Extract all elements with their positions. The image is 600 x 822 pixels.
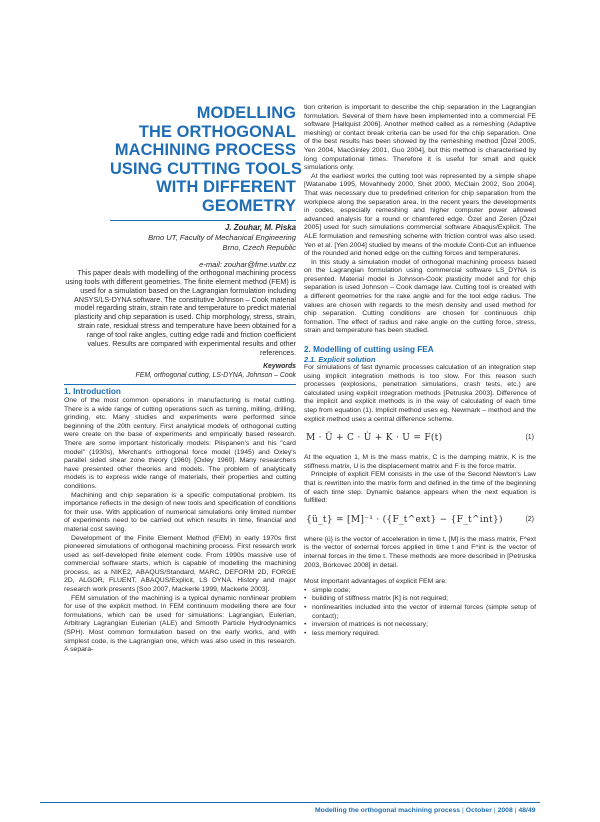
footer-title: Modelling the orthogonal machining process: [315, 807, 461, 814]
author-names: J. Zouhar, M. Piska: [224, 223, 296, 232]
paragraph: Principle of explicit FEM consists in the use of the Second Newton's Law that is rewritten into the matrix form and defined in the time of the beginning of each time step. Dynamic balance appears when the next equation is fulfilled:: [304, 471, 536, 505]
abstract: This paper deals with modelling of the orthogonal machining process using tools with different geometries. The finite element method (FEM) is used for a simulation based on the Lagrangian formulation including ANSYS/LS-DYNA software. The constitutive Johnson – Cook material model regarding strain, strain rate and temperature to predict material plasticity and chip separation is used. Chip morphology, stress, strain, strain rate, residual stress and temperature have been obtained for a range of tool rake angles, cutting edge radii and friction coefficient values. Results are compared with experimental results and other references.: [65, 268, 296, 357]
title-divider: [110, 220, 296, 221]
title-line: THE ORTHOGONAL: [138, 122, 296, 141]
equation-1: [304, 428, 536, 450]
paper-title: [110, 104, 302, 215]
keywords-block: [64, 362, 296, 381]
footer-month: October: [465, 807, 492, 814]
equation-2: [304, 510, 536, 532]
paragraph: Machining and chip separation is a specific computational problem. Its importance reflects in the design of new tools and specification of conditions for their use. With application of numerical simulations only limited number of experiments need to be carried out which results in time, financial and material cost saving.: [64, 491, 296, 533]
keywords-heading: Keywords: [263, 363, 296, 370]
paragraph: One of the most common operations in manufacturing is metal cutting. There is a wide range of cutting operations such as turning, milling, drilling, grinding, etc. Many studies and experiments were performed since beginning of the 20th century. First analytical models of orthogonal cutting were create on the base of experiments and empirically based research. There are some important historically models: Piispanen's and his "card model" (1930s), Merchant's orthogonal force model (1945) and Oxley's parallel sided shear zone theory (1960) [Oxley 1960]. Many researchers have presented other theories and models. The problem of analytically models is to express wide range of materials, their properties and cutting conditions.: [64, 397, 296, 490]
paragraph: where {ü} is the vector of acceleration in time t, [M] is the mass matrix, F^ext is the vector of external forces applied in time t and F^int is the vector of internal forces in the time t. These methods are more described in [Petruska 2003, Borkovec 2008] in detail.: [304, 535, 536, 569]
equation-1-number: (1): [525, 434, 534, 442]
title-line: MODELLING: [196, 104, 296, 122]
section-heading-introduction: 1. Introduction: [64, 387, 121, 396]
author-affiliation: Brno UT, Faculty of Mechanical Engineering: [148, 233, 296, 243]
section-heading-modelling: 2. Modelling of cutting using FEA: [304, 345, 434, 355]
equation-2-expression: {ü_t} = [M]⁻¹ · ({F_t^ext} − {F_t^int}): [306, 514, 503, 525]
equation-2-number: (2): [525, 515, 534, 523]
list-item: • inversion of matrices is not necessary;: [304, 621, 536, 630]
footer-divider: [40, 802, 540, 803]
paragraph: At the equation 1, M is the mass matrix, C is the damping matrix, K is the stiffness matrix, U is the displacement matrix and F is the force matrix.: [304, 454, 536, 470]
paragraph: FEM simulation of the machining is a typical dynamic non/linear problem for use of the explicit method. In FEM continuum modelling there are four formulations, which can be used for simulations: Lagrangian, Eulerian, Arbitrary Lagrangian Eulerian (ALE) and Smooth Particle Hydrodynamics (SPH). Most common formulation based on the early works, and with simplest code, is the Lagrangian one, which was also used in this research. A separa-: [64, 594, 296, 654]
keywords-text: FEM, orthogonal cutting, LS-DYNA, Johnson – Cook: [135, 372, 296, 380]
paragraph: Development of the Finite Element Method (FEM) in early 1970s first pioneered simulations of orthogonal machining process. First research work used as self-developed finite element code. From 1990s massive use of commercial software starts, which is capable of modelling the machining process, as a NIKE2, ABAQUS/Standard, MARC, DEFORM 2D, FORGE 2D, ALGOR, FLUENT, ABAQUS/Explicit, LS DYNA. History and major research work presents [Soo 2007, Mackerle 1999, Mackerle 2003].: [64, 534, 296, 594]
author-block: [110, 223, 296, 270]
advantages-list: [304, 587, 536, 639]
advantages-heading: Most important advantages of explicit FEM are:: [304, 578, 448, 586]
paragraph: At the earliest works the cutting tool was represented by a simple shape [Watanabe 1995, Movahhedy 2000, Shet 2000, McClain 2002, Soo 2004]. That was necessary due to predefined criterion for chip separation from the workpiece along the separation area. In the recent years the developments in codes, especially remeshing and higher computer power allowed advanced analysis for a round or chamfered edge. Özel and Zeren [Özel 2005] used for such simulations commercial software Abaqus/Explicit. The ALE formulation and remeshing scheme with friction control was also used. Yen et al. [Yen 2004] studied by means of the module Conti-Cut an influence of the rounded and honed edge on the cutting forces and temperatures.: [304, 172, 536, 258]
left-column: [64, 387, 296, 655]
right-column: [304, 104, 536, 638]
keywords-divider: [64, 384, 296, 385]
author-location: Brno, Czech Republic: [222, 243, 296, 253]
page-footer: Modelling the orthogonal machining process | October | 2008 | 48/49: [315, 807, 536, 814]
subsection-heading-explicit: 2.1. Explicit solution: [304, 355, 376, 365]
list-item: • simple code;: [304, 587, 536, 596]
paragraph: In this study a simulation model of orthogonal machining process based on the Lagrangian formulation using commercial software LS_DYNA is presented. Material model is Johnson-Cook plasticity model and for chip separation is used Johnson – Cook damage law. Cutting tool is created with a different geometries for the rake angle and for the tool edge radius. The values are chosen with regards to the mesh density and used method for chip separation. Cutting conditions are chosen for continuous chip formation. The effect of radius and rake angle on the cutting force, stress, strain and temperature has been studied.: [304, 258, 536, 335]
equation-1-expression: M · Ü + C · U̇ + K · U = F(t): [306, 433, 443, 444]
paragraph: tion criterion is important to describe the chip separation in the Lagrangian formulation. Several of them have been implemented into a commercial FE software [Hallquist 2006]. Another method called as a remeshing (Adaptive meshing) or contact break criteria can be used for the chip separation. One of the best results has been showed by the remeshing method [Özel 2005, Yen 2004, MacGinley 2001, Guo 2004], but this method is characterised by long computational times. Therefore it is useful for small and quick simulations only.: [304, 104, 536, 172]
paragraph: For simulations of fast dynamic processes calculation of an integration step using implicit integration methods is too slow. For this reason such processes (explosions, penetration simulations, crash tests, etc.) are calculated using explicit integration methods [Petruska 2003]. Difference of the implicit and explicit methods is in the way of calculating of each time step from equation (1). Implicit method uses eg. Newmark – method and the explicit method uses a central difference scheme.: [304, 364, 536, 423]
title-line: MACHINING PROCESS: [114, 141, 296, 159]
footer-pages: 48/49: [518, 807, 536, 814]
list-item: • building of stiffness matrix [K] is not required;: [304, 595, 536, 604]
author-email[interactable]: e-mail: zouhar@fme.vutbr.cz: [199, 259, 296, 269]
list-item: • less memory required.: [304, 630, 536, 639]
title-line: WITH DIFFERENT: [156, 178, 296, 196]
title-line: USING CUTTING TOOLS: [110, 159, 302, 178]
title-line: GEOMETRY: [202, 196, 296, 215]
list-item: • nonlinearities included into the vector of internal forces (simple setup of contact);: [304, 604, 536, 621]
footer-year: 2008: [497, 807, 513, 814]
